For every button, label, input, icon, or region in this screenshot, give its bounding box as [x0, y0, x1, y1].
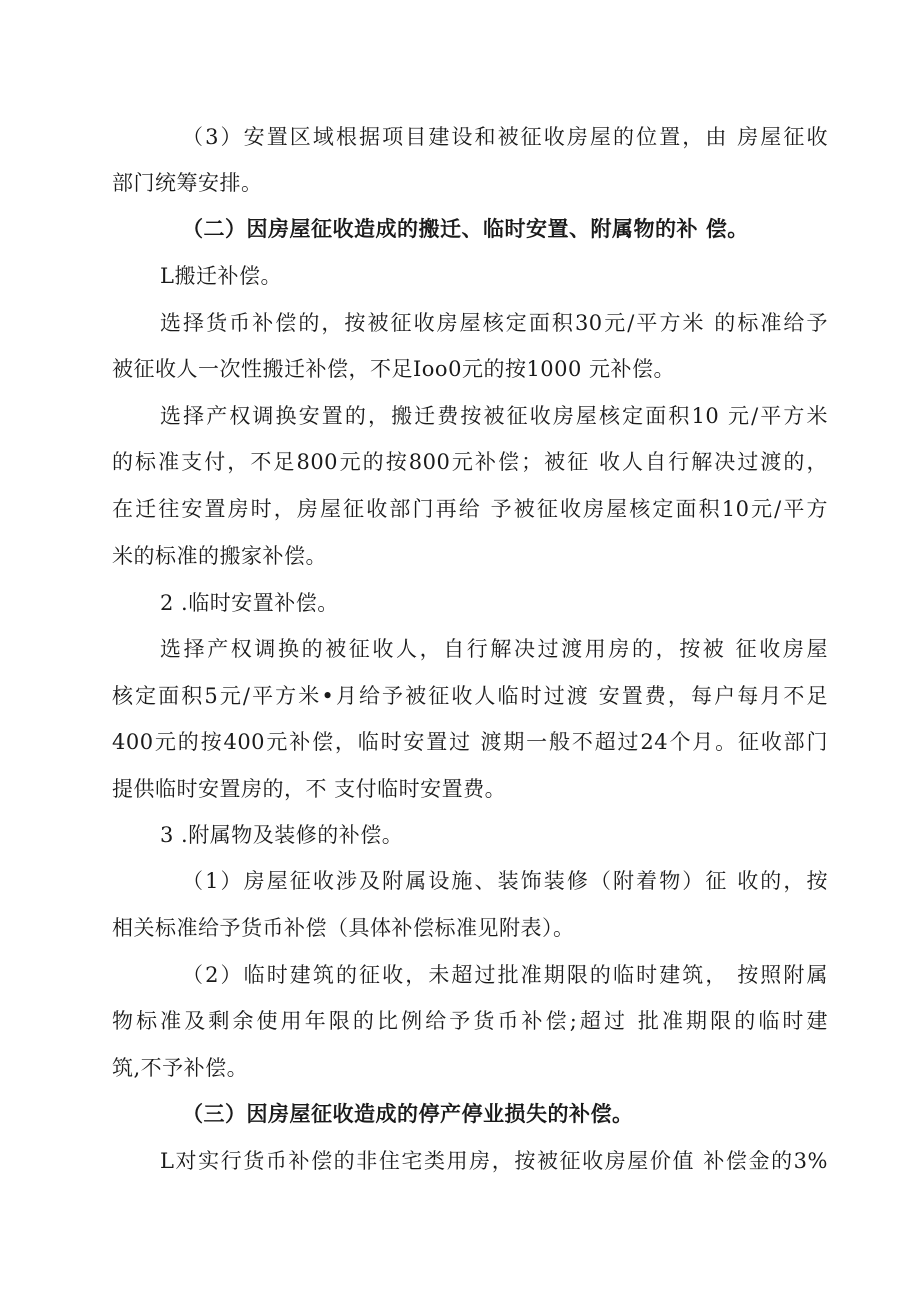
section-heading: （二）因房屋征收造成的搬迁、临时安置、附属物的补 偿。	[182, 217, 749, 241]
paragraph-line: 400元的按400元补偿，临时安置过 渡期一般不超过24个月。征收部门	[112, 730, 828, 754]
paragraph-line: 选择产权调换的被征收人，自行解决过渡用房的，按被 征收房屋	[160, 637, 828, 661]
paragraph-line: 选择产权调换安置的，搬迁费按被征收房屋核定面积10 元/平方米	[160, 404, 828, 428]
paragraph-line: （2）临时建筑的征收，未超过批准期限的临时建筑， 按照附属	[182, 963, 828, 987]
paragraph-line: （1）房屋征收涉及附属设施、装饰装修（附着物）征 收的，按	[182, 869, 828, 893]
paragraph-line: 部门统筹安排。	[112, 171, 263, 195]
paragraph-line: （3）安置区域根据项目建设和被征收房屋的位置，由 房屋征收	[182, 125, 828, 149]
paragraph-line: 筑,不予补偿。	[112, 1056, 249, 1080]
paragraph-line: 核定面积5元/平方米•月给予被征收人临时过渡 安置费，每户每月不足	[112, 684, 828, 708]
subsection-heading: 2 .临时安置补偿。	[160, 591, 339, 615]
paragraph-line: 米的标准的搬家补偿。	[112, 544, 327, 568]
subsection-heading: L搬迁补偿。	[160, 264, 282, 288]
paragraph-line: 选择货币补偿的，按被征收房屋核定面积30元/平方米 的标准给予	[160, 311, 828, 335]
paragraph-line: 相关标准给予货币补偿（具体补偿标准见附表）。	[112, 916, 575, 940]
paragraph-line: 物标准及剩余使用年限的比例给予货币补偿;超过 批准期限的临时建	[112, 1009, 828, 1033]
paragraph-line: 在迁往安置房时，房屋征收部门再给 予被征收房屋核定面积10元/平方	[112, 497, 828, 521]
paragraph-line: 被征收人一次性搬迁补偿，不足Ioo0元的按1000 元补偿。	[112, 357, 676, 381]
paragraph-line: L对实行货币补偿的非住宅类用房，按被征收房屋价值 补偿金的3%	[160, 1149, 828, 1173]
section-heading: （三）因房屋征收造成的停产停业损失的补偿。	[182, 1102, 634, 1126]
subsection-heading: 3 .附属物及装修的补偿。	[160, 823, 404, 847]
paragraph-line: 的标准支付，不足800元的按800元补偿；被征 收人自行解决过渡的，	[112, 450, 828, 474]
paragraph-line: 提供临时安置房的，不 支付临时安置费。	[112, 777, 507, 801]
